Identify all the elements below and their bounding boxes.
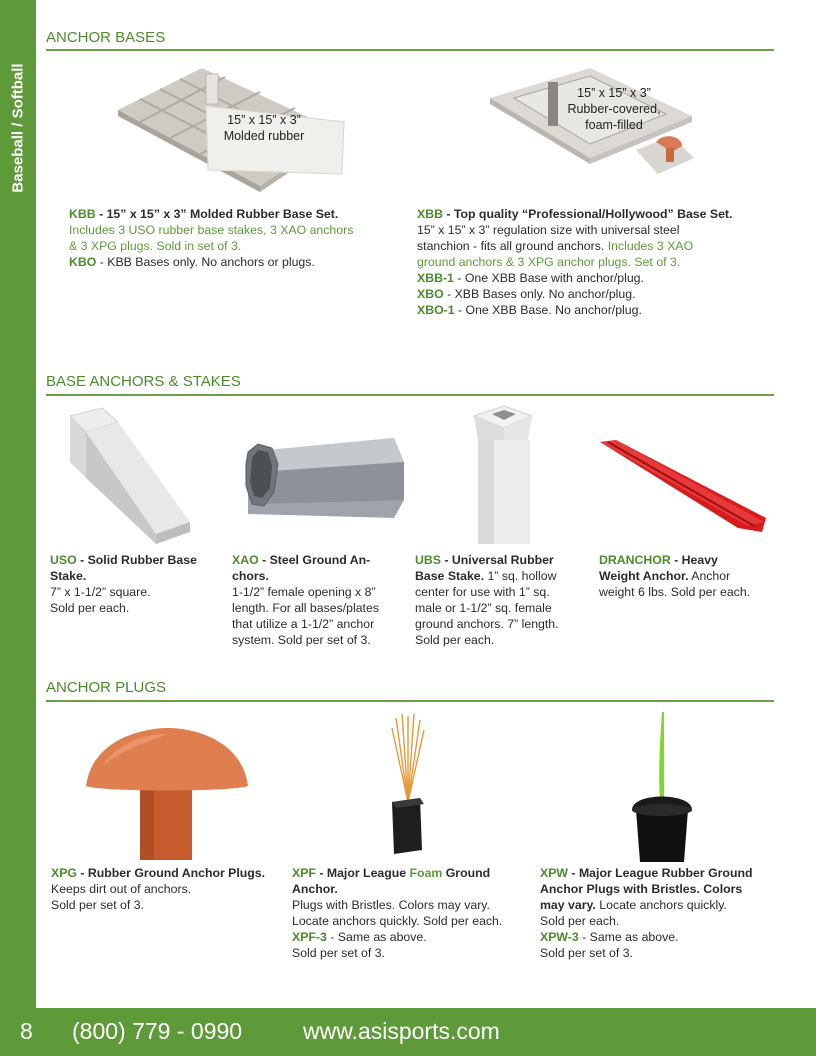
xpw-title: - Major League Rubber Ground [568,866,753,880]
uso-title2: Stake. [50,569,87,583]
ubs-stake-image [470,402,536,550]
kbb-image-caption: 15” x 15” x 3” Molded rubber [223,113,305,143]
ubs-code: UBS [415,553,441,567]
xbb1-text: - One XBB Base with anchor/plug. [453,271,644,285]
dranchor-title2-rest: Anchor [688,569,731,583]
xpg-plug-image [82,726,252,862]
section-title-anchor-bases: ANCHOR BASES [46,29,166,46]
dranchor-image [598,438,770,538]
uso-description [50,552,220,616]
xpw-title3-rest: Locate anchors quickly. [595,898,727,912]
xpw-title3: may vary. [540,898,596,912]
uso-code: USO [50,553,77,567]
sidebar-label: Baseball / Softball [9,63,27,193]
phone-number: (800) 779 - 0990 [72,1018,243,1044]
xbb-line3: ground anchors & 3 XPG anchor plugs. Set of 3. [417,255,681,269]
xbb-line2-plain: stanchion - fits all ground anchors. [417,239,608,253]
xpw3-code: XPW-3 [540,930,579,944]
dranchor-description [599,552,775,600]
xbb-description [417,206,767,318]
xpw-line1: Sold per each. [540,914,620,928]
kbo-code: KBO [69,255,97,269]
xao-description [232,552,408,648]
ubs-description [415,552,591,648]
kbb-code: KBB [69,207,96,221]
xbb-title: - Top quality “Professional/Hollywood” Base Set. [442,207,733,221]
xpg-title: - Rubber Ground Anchor Plugs. [76,866,266,880]
section-title-base-anchors: BASE ANCHORS & STAKES [46,373,241,390]
xpg-code: XPG [51,866,77,880]
xpw-description [540,865,780,961]
kbo-text: - KBB Bases only. No anchors or plugs. [96,255,315,269]
ubs-line1: center for use with 1” sq. [415,585,550,599]
xbo-code: XBO [417,287,444,301]
xpf-plug-image [380,714,436,856]
xpf3-text: - Same as above. [326,930,427,944]
xpw-line2: Sold per set of 3. [540,946,633,960]
xao-anchor-image [244,434,408,524]
xbb1-code: XBB-1 [417,271,454,285]
website-url: www.asisports.com [303,1018,500,1044]
page-number: 8 [20,1018,33,1044]
xao-line3: that utilize a 1-1/2” anchor [232,617,375,631]
xao-line2: length. For all bases/plates [232,601,379,615]
xbb-line2-green: Includes 3 XAO [607,239,694,253]
xpw-code: XPW [540,866,569,880]
section-rule [46,394,774,396]
xpf-code: XPF [292,866,316,880]
xao-line4: system. Sold per set of 3. [232,633,371,647]
xbb-code: XBB [417,207,443,221]
xao-line1: 1-1/2” female opening x 8” [232,585,376,599]
xbo1-text: - One XBB Base. No anchor/plug. [454,303,642,317]
kbb-title: - 15” x 15” x 3” Molded Rubber Base Set. [95,207,339,221]
xbo1-code: XBO-1 [417,303,455,317]
xpf-title-b: Ground [442,866,491,880]
xpg-line1: Keeps dirt out of anchors. [51,882,192,896]
xpw-plug-image [626,710,698,866]
xpf-title2: Anchor. [292,882,338,896]
section-rule [46,49,774,51]
footer [0,1008,816,1056]
dranchor-title: - Heavy [670,553,718,567]
xpf-line2: Locate anchors quickly. Sold per each. [292,914,503,928]
kbb-line1: Includes 3 USO rubber base stakes, 3 XAO anchors [69,223,354,237]
sidebar [0,0,36,1008]
dranchor-title2: Weight Anchor. [599,569,689,583]
uso-line1: 7” x 1-1/2” square. [50,585,151,599]
dranchor-line1: weight 6 lbs. Sold per each. [599,585,751,599]
kbb-description [69,206,399,270]
ubs-line2: male or 1-1/2” sq. female [415,601,552,615]
xao-title: - Steel Ground An- [258,553,371,567]
xpf-title-a: - Major League [315,866,410,880]
xpg-description [51,865,287,913]
section-title-anchor-plugs: ANCHOR PLUGS [46,679,167,696]
section-rule [46,700,774,702]
dranchor-code: DRANCHOR [599,553,671,567]
xpw3-text: - Same as above. [578,930,679,944]
uso-stake-image [62,404,194,550]
uso-line2: Sold per each. [50,601,130,615]
kbb-line2: & 3 XPG plugs. Sold in set of 3. [69,239,242,253]
xao-title2: chors. [232,569,269,583]
xpf-description [292,865,532,961]
ubs-line4: Sold per each. [415,633,495,647]
xpf-title-foam: Foam [409,866,443,880]
xpf-line1: Plugs with Bristles. Colors may vary. [292,898,490,912]
xbo-text: - XBB Bases only. No anchor/plug. [443,287,636,301]
xpf-line3: Sold per set of 3. [292,946,385,960]
xbb-image-caption: 15” x 15” x 3” Rubber-covered, foam-filled [567,86,661,132]
xpg-line2: Sold per set of 3. [51,898,144,912]
ubs-line3: ground anchors. 7” length. [415,617,559,631]
xbb-line1: 15” x 15” x 3” regulation size with universal steel [417,223,680,237]
xao-code: XAO [232,553,259,567]
xpf3-code: XPF-3 [292,930,327,944]
uso-title: - Solid Rubber Base [76,553,197,567]
ubs-title: - Universal Rubber [440,553,554,567]
ubs-title2: Base Stake. [415,569,485,583]
xpw-title2: Anchor Plugs with Bristles. Colors [540,882,743,896]
ubs-title2-rest: 1” sq. hollow [484,569,557,583]
